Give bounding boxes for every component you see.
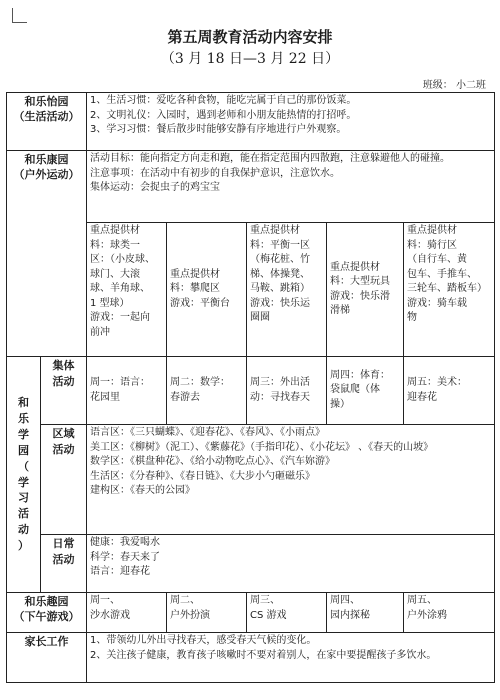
outdoor-goals: [87, 151, 495, 223]
parents-header: 家长工作: [7, 633, 87, 683]
outdoor-notice: 注意事项：在活动中有初步的自我保护意识，注意饮水。: [90, 167, 340, 179]
page-title: 第五周教育活动内容安排: [167, 28, 333, 46]
afternoon-header: 和乐趣园 （下午游戏）: [7, 593, 87, 633]
learning-daily-row: [7, 535, 495, 593]
parents-item: 2、关注孩子健康，教育孩子咳嗽时不要对着别人，在家中要提醒孩子多饮水。: [90, 649, 437, 661]
outdoor-goal-row: [7, 151, 495, 223]
daily-item: 科学：春天来了: [90, 551, 160, 563]
outdoor-day-tue: 重点提供材 料：攀爬区 游戏：平衡台: [167, 223, 247, 357]
life-content: [87, 93, 495, 151]
daily-activity-label: 日常 活动: [41, 535, 87, 593]
outdoor-header: 和乐康园 （户外运动）: [7, 151, 87, 357]
area-activity-content: [87, 425, 495, 535]
afternoon-day-mon: 周一、 沙水游戏: [87, 593, 167, 633]
area-item: 数学区：《棋盘种花》、《给小动物吃点心》、《汽车妳游》: [90, 456, 335, 467]
class-value: 小二班: [456, 80, 486, 91]
group-activity-label: 集体 活动: [41, 357, 87, 425]
corner-mark: [12, 8, 27, 23]
group-day-tue: 周二：数学： 春游去: [167, 357, 247, 425]
parents-row: [7, 633, 495, 683]
area-item: 建构区：《春天的公园》: [90, 485, 195, 496]
class-info: [423, 76, 486, 91]
afternoon-day-tue: 周二、 户外扮演: [167, 593, 247, 633]
learning-header: 和 乐 学 园 （ 学 习 活 动 ）: [7, 357, 41, 593]
class-label: 班级：: [422, 80, 453, 91]
outdoor-day-wed: 重点提供材 料：平衡一区 （梅花桩、竹 梯、体操凳、 马鞍、跳箱） 游戏：快乐运 圈圈: [247, 223, 327, 357]
date-range: （3 月 18 日—3 月 22 日）: [160, 51, 340, 67]
parents-content: [87, 633, 495, 683]
outdoor-day-mon: 重点提供材 料：球类一 区：（小皮球、 球门、大滚 球、羊角球、 1 型球） 游戏：一起向 前冲: [87, 223, 167, 357]
life-row: [7, 93, 495, 151]
outdoor-group: 集体运动：会捉虫子的鸡宝宝: [90, 182, 220, 193]
area-item: 生活区：《分春种》、《春日链》、《大步小勺砸磁乐》: [90, 470, 315, 482]
schedule-table: [6, 92, 495, 683]
outdoor-day-fri: 重点提供材 料：骑行区 （自行车、黄 包车、手推车、 三轮车、踏板车） 游戏：骑车载 物: [404, 223, 495, 357]
group-day-wed: 周三：外出活 动：寻找春天: [247, 357, 327, 425]
group-day-fri: 周五：美术： 迎春花: [404, 357, 495, 425]
group-day-mon: 周一：语言： 花园里: [87, 357, 167, 425]
daily-activity-content: [87, 535, 495, 593]
area-activity-label: 区域 活动: [41, 425, 87, 535]
learning-area-row: [7, 425, 495, 535]
afternoon-day-fri: 周五、 户外涂鸦: [404, 593, 495, 633]
life-item: 3、学习习惯：餐后散步时能够安静有序地进行户外观察。: [90, 124, 347, 135]
group-day-thu: 周四：体育： 袋鼠爬（体 操）: [327, 357, 404, 425]
learning-group-row: [7, 357, 495, 425]
afternoon-day-thu: 周四、 园内探秘: [327, 593, 404, 633]
life-item: 1、生活习惯：爱吃各种食物，能吃完属于自己的那份饭菜。: [90, 95, 357, 106]
life-item: 2、文明礼仪：入园时，遇到老师和小朋友能热情的打招呼。: [90, 109, 357, 121]
life-header: 和乐怡园 （生活活动）: [7, 93, 87, 151]
parents-item: 1、带领幼儿外出寻找春天，感受春天气候的变化。: [90, 635, 317, 646]
daily-item: 语言：迎春花: [90, 566, 150, 577]
afternoon-day-wed: 周三、 CS 游戏: [247, 593, 327, 633]
area-item: 美工区：《柳树》（泥工）、《紫藤花》（手指印花）、《小花坛》 、《春天的山坡》: [90, 441, 434, 453]
afternoon-row: [7, 593, 495, 633]
area-item: 语言区：《三只蝴蝶》、《迎春花》、《春风》、《小雨点》: [90, 427, 325, 438]
daily-item: 健康：我爱喝水: [90, 537, 160, 548]
outdoor-day-thu: 重点提供材 料：大型玩具 游戏：快乐滑 滑梯: [327, 223, 404, 357]
outdoor-goal: 活动目标：能向指定方向走和跑，能在指定范围内四散跑，注意躲避他人的碰撞。: [90, 153, 450, 164]
